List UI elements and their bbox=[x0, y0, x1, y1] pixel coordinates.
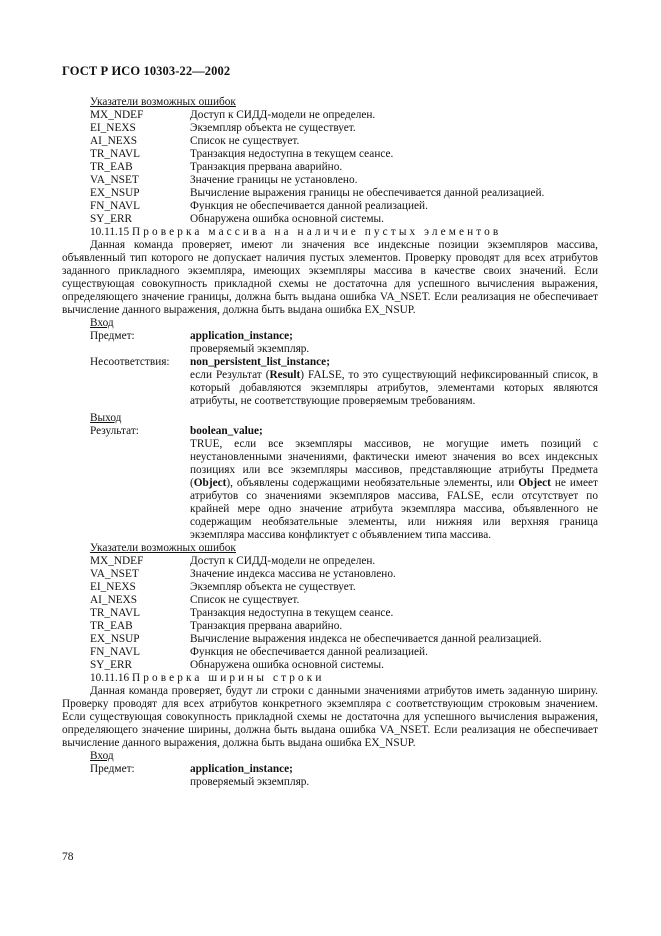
error-description: Транзакция прервана аварийно. bbox=[190, 161, 343, 173]
error-row bbox=[90, 659, 598, 672]
error-description: Обнаружена ошибка основной системы. bbox=[190, 659, 384, 671]
error-row bbox=[90, 633, 598, 646]
argument-label: Предмет: bbox=[90, 763, 135, 775]
error-description: Транзакция недоступна в текущем сеансе. bbox=[190, 607, 394, 619]
errors-list bbox=[90, 555, 598, 672]
error-description: Транзакция прервана аварийно. bbox=[190, 620, 343, 632]
error-row bbox=[90, 161, 598, 174]
error-code: EX_NSUP bbox=[90, 187, 140, 199]
argument-row bbox=[90, 330, 598, 356]
page-number: 78 bbox=[62, 851, 74, 863]
argument-desc bbox=[190, 438, 598, 542]
argument-name: non_persistent_list_instance; bbox=[190, 356, 330, 368]
error-description: Функция не обеспечивается данной реализацией. bbox=[190, 646, 428, 658]
error-row bbox=[90, 148, 598, 161]
error-description: Список не существует. bbox=[190, 594, 300, 606]
argument-label: Результат: bbox=[90, 425, 139, 437]
text-run: не имеет атрибутов со значениями экземпляров массива, FALSE, если отсутствует по крайней мере одно значение атрибута экземпляра массива, объявленного не содержащим необязательные элементы, или нижняя или верхняя граница экземпляра массива конфликтует с объявлением типа массива. bbox=[190, 477, 598, 541]
text-run-bold: Result bbox=[269, 369, 301, 381]
argument-body bbox=[190, 763, 598, 789]
argument-desc: проверяемый экземпляр. bbox=[190, 343, 310, 355]
section-number: 10.11.15 bbox=[90, 226, 130, 238]
error-description: Доступ к СИДД-модели не определен. bbox=[190, 109, 376, 121]
error-code: AI_NEXS bbox=[90, 594, 138, 606]
text-run-bold: Object bbox=[518, 477, 551, 489]
error-description: Значение границы не установлено. bbox=[190, 174, 358, 186]
error-row bbox=[90, 581, 598, 594]
argument-name: application_instance; bbox=[190, 763, 293, 775]
error-row bbox=[90, 109, 598, 122]
error-description: Экземпляр объекта не существует. bbox=[190, 581, 356, 593]
error-row bbox=[90, 213, 598, 226]
error-code: MX_NDEF bbox=[90, 555, 144, 567]
error-description: Вычисление выражения индекса не обеспечивается данной реализацией. bbox=[190, 633, 542, 645]
page-header: ГОСТ Р ИСО 10303-22—2002 bbox=[62, 64, 231, 78]
error-row bbox=[90, 646, 598, 659]
input-heading: Вход bbox=[90, 750, 114, 762]
error-description: Значение индекса массива не установлено. bbox=[190, 568, 396, 580]
error-row bbox=[90, 555, 598, 568]
error-row bbox=[90, 200, 598, 213]
section-title: Проверка ширины строки bbox=[131, 672, 325, 684]
error-code: VA_NSET bbox=[90, 174, 139, 186]
error-row bbox=[90, 620, 598, 633]
argument-label: Несоответствия: bbox=[90, 356, 170, 368]
error-code: MX_NDEF bbox=[90, 109, 144, 121]
error-row bbox=[90, 594, 598, 607]
error-row bbox=[90, 568, 598, 581]
errors-heading: Указатели возможных ошибок bbox=[90, 542, 236, 554]
error-code: SY_ERR bbox=[90, 213, 133, 225]
error-code: FN_NAVL bbox=[90, 646, 141, 658]
text-run: ) FALSE, то это существующий нефиксированный список, в который добавляются экземпляры атрибутов, элементами которых являются атрибуты, не соответствующие проверяемым требованиям. bbox=[190, 369, 598, 407]
argument-name: application_instance; bbox=[190, 330, 293, 342]
error-description: Экземпляр объекта не существует. bbox=[190, 122, 356, 134]
error-code: VA_NSET bbox=[90, 568, 139, 580]
error-code: TR_EAB bbox=[90, 620, 133, 632]
error-row bbox=[90, 174, 598, 187]
argument-row bbox=[90, 425, 598, 542]
section-number: 10.11.16 bbox=[90, 672, 130, 684]
argument-row bbox=[90, 763, 598, 789]
error-code: EI_NEXS bbox=[90, 122, 136, 134]
input-heading: Вход bbox=[90, 317, 114, 329]
error-description: Доступ к СИДД-модели не определен. bbox=[190, 555, 376, 567]
argument-body bbox=[190, 330, 598, 356]
error-code: EX_NSUP bbox=[90, 633, 140, 645]
error-code: SY_ERR bbox=[90, 659, 133, 671]
error-code: EI_NEXS bbox=[90, 581, 136, 593]
errors-list bbox=[90, 109, 598, 226]
error-code: TR_NAVL bbox=[90, 148, 141, 160]
error-code: TR_EAB bbox=[90, 161, 133, 173]
output-heading: Выход bbox=[90, 412, 122, 424]
error-description: Вычисление выражения границы не обеспечивается данной реализацией. bbox=[190, 187, 545, 199]
text-run: ), объявлены содержащими необязательные элементы, или bbox=[226, 477, 519, 489]
page-content bbox=[62, 96, 598, 789]
errors-heading: Указатели возможных ошибок bbox=[90, 96, 236, 108]
argument-desc: проверяемый экземпляр. bbox=[190, 776, 310, 788]
text-run-bold: Object bbox=[193, 477, 227, 489]
error-description: Обнаружена ошибка основной системы. bbox=[190, 213, 384, 225]
error-description: Транзакция недоступна в текущем сеансе. bbox=[190, 148, 394, 160]
error-description: Список не существует. bbox=[190, 135, 300, 147]
section-heading bbox=[90, 672, 598, 685]
argument-label: Предмет: bbox=[90, 330, 135, 342]
text-run: TRUE, если все экземпляры массивов, не могущие иметь позиций с неустановленными значениями, фактически имеют значения во всех индексных позициях или все экземпляры массивов, представляющие атрибуты Предмета ( bbox=[190, 438, 598, 489]
argument-body bbox=[190, 356, 598, 408]
error-description: Функция не обеспечивается данной реализацией. bbox=[190, 200, 428, 212]
argument-desc bbox=[190, 369, 598, 408]
error-row bbox=[90, 135, 598, 148]
section-description: Данная команда проверяет, будут ли строки с данными значениями атрибутов иметь заданную ширину. Проверку проводят для всех атрибутов конкретного экземпляра с соответствующим строковым значением. Если существующая совокупность прикладной схемы не достаточна для успешного вычисления выражения, определяющего значение ширины, должна быть выдана ошибка VA_NSET. Если реализация не обеспечивает вычисление данного выражения, должна быть выдана ошибка EX_NSUP. bbox=[62, 685, 598, 749]
error-row bbox=[90, 607, 598, 620]
text-run: если Результат ( bbox=[190, 369, 270, 381]
section-description: Данная команда проверяет, имеют ли значения все индексные позиции экземпляров массива, объявленный тип которого не допускает наличия пустых элементов. Проверку проводят для всех атрибутов заданного прикладного экземпляра, имеющих экземпляры массива в качестве своих значений. Если существующая совокупность прикладной схемы не достаточна для успешного вычисления выражения, определяющего значение границы, должна быть выдана ошибка VA_NSET. Если реализация не обеспечивает вычисление данного выражения, должна быть выдана ошибка EX_NSUP. bbox=[62, 239, 598, 316]
argument-row bbox=[90, 356, 598, 408]
argument-name: boolean_value; bbox=[190, 425, 263, 437]
argument-body bbox=[190, 425, 598, 542]
error-code: FN_NAVL bbox=[90, 200, 141, 212]
error-row bbox=[90, 187, 598, 200]
error-code: AI_NEXS bbox=[90, 135, 138, 147]
section-heading bbox=[90, 226, 598, 239]
section-title: Проверка массива на наличие пустых элементов bbox=[131, 226, 502, 238]
error-row bbox=[90, 122, 598, 135]
error-code: TR_NAVL bbox=[90, 607, 141, 619]
